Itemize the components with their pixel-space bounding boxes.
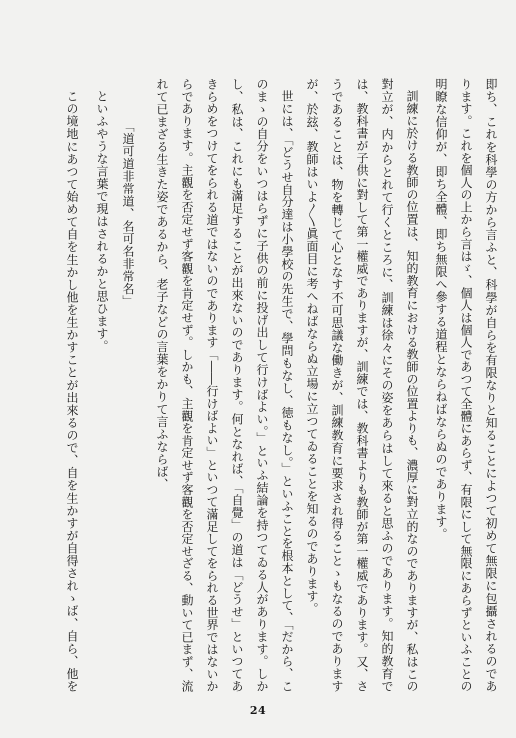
text-line: 即ち、これを科學の方から言ふと、科學が自らを有限なりと知ることによつて初めて無限に包攝されるのであ	[484, 78, 498, 692]
text-line: 對立が、内からとれて行くところに、訓練は徐々にその姿をあらはして來ると思ふのであります。知的教育で	[380, 78, 394, 692]
text-line: し、私は、これにも滿足することが出來ないのであります。何となれば、「自覺」の道は「どうせ」といつてあ	[230, 78, 244, 692]
text-line: 明瞭な信仰が、即ち全體、即ち無限へ參する道程とならねばならぬのであります。	[434, 78, 448, 541]
quote-line: 「道可道非常道、名可名非常名」	[121, 120, 135, 308]
text-line: は、教科書が子供に對して第一權威でありますが、訓練では、教科書よりも教師が第一權威であります。又、さ	[355, 78, 369, 692]
text-line: 世には、「どうせ自分達は小學校の先生で、學問もなし、徳もなし。」といふことを根本として、「だから、こ	[280, 90, 294, 692]
text-line: うであることは、物を轉じて心となす不可思議な働きが、訓練教育に要求され得ることゝもなるのであります	[330, 78, 344, 692]
text-line: のまゝの自分をいつはらずに子供の前に投げ出して行けばよい。」といふ結論を持つてゐる人があります。しか	[255, 78, 269, 692]
page-number: 24	[249, 704, 267, 717]
text-line: れて已まざる生きた姿であるから、老子などの言葉をかりて言ふならば、	[155, 78, 169, 491]
text-line: 訓練に於ける教師の位置は、知的教育における教師の位置よりも、濃厚に對立的なのでありますが、私はこの	[405, 90, 419, 692]
text-line: ります。これを個人の上から言はゞ、個人は個人であつて全體にあらず、有限にして無限にあらずといふことの	[459, 78, 473, 692]
text-line: きらめをつけてをられる道ではないのであります「――行けばよい」といつて滿足してをられる世界ではないか	[205, 78, 219, 692]
text-line: といふやうな言葉で現はされるかと思ひます。	[95, 90, 109, 353]
text-line: らであります。主觀を否定せず客觀を肯定せず。しかも、主觀を肯定せず客觀を否定せざる、動いて已まず、流	[180, 78, 194, 692]
text-line: この境地にあつて始めて自を生かし他を生かすことが出來るので、自を生かすが自得されゝば、自ら、他を	[65, 90, 79, 692]
text-line: が、於玆、教師はいよ〳〵眞面目に考へねばならぬ立場に立つてゐることを知るのであります。	[305, 78, 319, 615]
